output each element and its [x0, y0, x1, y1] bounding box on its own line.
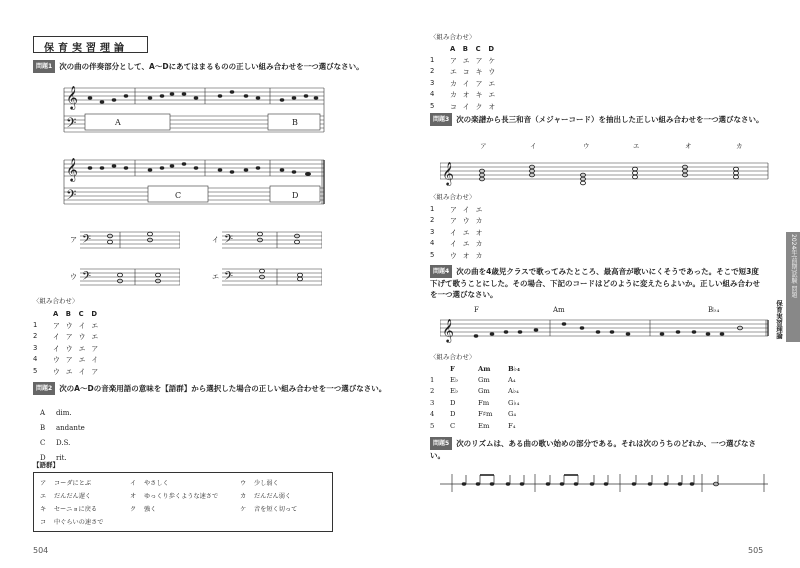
table-header-row — [33, 308, 104, 319]
table-cell: コ — [450, 102, 457, 111]
table-cell: エ — [91, 321, 99, 330]
gloss-key: エ — [40, 493, 47, 500]
table-cell: オ — [475, 228, 483, 237]
gloss-value: だんだん遅く — [54, 493, 92, 500]
table-row — [430, 374, 526, 386]
score-system-1 — [60, 84, 326, 136]
gloss-value: 中ぐらいの速さで — [54, 519, 104, 526]
table-cell: カ — [475, 251, 483, 260]
gloss-key: ケ — [240, 506, 247, 513]
table-cell: 5 — [430, 421, 435, 430]
term-key: B — [40, 424, 46, 432]
table-cell: A₄ — [508, 375, 516, 384]
col-header: B — [462, 44, 468, 53]
table-row — [33, 354, 104, 366]
gloss-key: ク — [130, 506, 137, 513]
question-4-badge: 問題4 — [430, 265, 452, 278]
table-row — [33, 331, 104, 343]
table-cell: エ — [462, 228, 470, 237]
table-cell: カ — [450, 79, 457, 88]
table-cell: 3 — [430, 398, 435, 407]
table-cell: 4 — [33, 355, 38, 364]
table-cell: ア — [450, 205, 457, 214]
table-cell: エ — [475, 205, 483, 214]
box-b-label: B — [292, 118, 298, 127]
q3-combo-table — [430, 203, 488, 261]
svg-text:𝄞: 𝄞 — [442, 161, 454, 185]
term-value: D.S. — [56, 439, 71, 447]
table-cell: Em — [478, 421, 490, 430]
svg-text:𝄢: 𝄢 — [82, 233, 92, 249]
table-cell: 3 — [430, 78, 435, 87]
table-cell: 4 — [430, 90, 435, 99]
option-a-staff — [80, 228, 180, 252]
svg-text:𝄞: 𝄞 — [66, 85, 78, 109]
table-cell: カ — [450, 91, 457, 100]
gloss-value: セーニョに戻る — [54, 506, 98, 513]
gloss-value: コーダにとぶ — [54, 480, 92, 487]
chord-label: ア — [480, 142, 487, 150]
col-header: D — [488, 44, 495, 53]
table-cell: ア — [450, 56, 457, 65]
table-row — [430, 420, 526, 432]
side-tab-section: 保育実習理論 — [775, 300, 783, 339]
question-3 — [430, 113, 766, 126]
table-cell: カ — [475, 217, 483, 226]
q1-combo-table — [33, 308, 104, 377]
table-cell: ウ — [65, 344, 73, 353]
table-cell: ウ — [488, 68, 496, 77]
table-cell: コ — [462, 68, 470, 77]
rhythm-line — [440, 470, 770, 494]
gloss-row — [40, 502, 326, 515]
col-header: A — [450, 44, 456, 53]
table-cell: Gm — [478, 375, 490, 384]
q3-combo-label: 〈組み合わせ〉 — [430, 193, 476, 201]
table-cell: 2 — [430, 216, 435, 225]
question-1-badge: 問題1 — [33, 60, 55, 73]
chord-bb: B♭₄ — [708, 306, 720, 314]
table-row — [430, 100, 501, 112]
gloss-key: カ — [240, 493, 247, 500]
option-e-label: エ — [212, 273, 219, 281]
table-cell: ウ — [53, 356, 60, 365]
table-row — [430, 77, 501, 89]
q4-combo-label: 〈組み合わせ〉 — [430, 353, 476, 361]
table-cell: エ — [488, 79, 496, 88]
option-u-label: ウ — [70, 273, 77, 281]
table-cell: 2 — [430, 387, 435, 396]
svg-text:𝄢: 𝄢 — [66, 187, 77, 206]
table-cell: ア — [475, 79, 483, 88]
table-cell: 2 — [430, 67, 435, 76]
table-cell: エ — [488, 91, 496, 100]
gloss-value: 少し弱く — [254, 480, 279, 487]
q4-combo-table — [430, 363, 526, 432]
table-cell: 3 — [430, 227, 435, 236]
table-cell: 1 — [33, 320, 38, 329]
table-cell: ウ — [53, 367, 60, 376]
table-cell: イ — [450, 240, 457, 249]
table-cell: ア — [91, 367, 99, 376]
table-cell: F₄ — [508, 421, 516, 430]
q2-terms — [40, 406, 85, 466]
q2-combo-label: 〈組み合わせ〉 — [430, 33, 476, 41]
question-2-badge: 問題2 — [33, 382, 55, 395]
question-5 — [430, 437, 766, 461]
term-value: dim. — [56, 409, 72, 417]
box-d-label: D — [292, 191, 299, 200]
term-key: C — [40, 439, 46, 447]
q1-combo-label: 〈組み合わせ〉 — [33, 297, 79, 305]
term-row — [40, 436, 85, 451]
gloss-row — [40, 515, 326, 528]
gloss-value: やさしく — [144, 480, 169, 487]
question-2-text: 次のA～Dの音楽用語の意味を【語群】から選択した場合の正しい組み合わせを一つ選びなさい。 — [59, 384, 387, 393]
question-5-text: 次のリズムは、ある曲の歌い始めの部分である。それは次のうちのどれか、一つ選びなさい。 — [430, 439, 757, 460]
col-header: B♭₄ — [508, 364, 520, 373]
option-a-label: ア — [70, 236, 77, 244]
chord-label: ウ — [583, 142, 590, 150]
gloss-label: 【語群】 — [33, 461, 59, 469]
table-cell: 4 — [430, 239, 435, 248]
table-cell: ケ — [488, 56, 496, 65]
table-cell: D — [450, 410, 456, 419]
table-cell: ア — [91, 344, 99, 353]
table-cell: エ — [91, 333, 99, 342]
option-i-label: イ — [212, 236, 219, 244]
term-key: D — [40, 454, 46, 462]
table-cell: 3 — [33, 343, 38, 352]
table-row — [430, 397, 526, 409]
table-cell: オ — [462, 91, 470, 100]
table-cell: 2 — [33, 332, 38, 341]
gloss-value: だんだん弱く — [254, 493, 292, 500]
gloss-row — [40, 476, 326, 489]
chord-label: エ — [633, 142, 640, 150]
table-cell: イ — [53, 344, 60, 353]
table-cell: イ — [53, 333, 60, 342]
svg-text:𝄢: 𝄢 — [82, 270, 92, 286]
table-cell: ウ — [78, 333, 86, 342]
col-header: F — [450, 364, 455, 373]
table-row — [430, 215, 488, 227]
question-3-text: 次の楽譜から長三和音（メジャーコード）を抽出した正しい組み合わせを一つ選びなさい。 — [456, 115, 764, 124]
table-cell: Fm — [478, 398, 490, 407]
table-cell: 1 — [430, 55, 435, 64]
table-cell: 5 — [430, 250, 435, 259]
table-row — [430, 409, 526, 421]
table-cell: ア — [65, 356, 73, 365]
table-row — [33, 365, 104, 377]
term-row — [40, 406, 85, 421]
term-value: andante — [56, 424, 85, 432]
table-cell: 5 — [430, 101, 435, 110]
question-3-badge: 問題3 — [430, 113, 452, 126]
table-cell: G♭₄ — [508, 398, 520, 407]
page-number-left: 504 — [33, 546, 49, 555]
option-u-staff — [80, 265, 180, 289]
table-row — [430, 203, 488, 215]
table-cell: ア — [450, 217, 457, 226]
gloss-key: オ — [130, 493, 137, 500]
gloss-value: 強く — [144, 506, 157, 513]
question-1-text: 次の曲の伴奏部分として、A～Dにあてはまるものの正しい組み合わせを一つ選びなさい。 — [59, 62, 364, 71]
col-header: B — [65, 309, 71, 318]
table-row — [33, 319, 104, 331]
table-row — [33, 342, 104, 354]
term-row — [40, 421, 85, 436]
question-5-badge: 問題5 — [430, 437, 452, 450]
table-cell: イ — [78, 367, 86, 376]
table-row — [430, 238, 488, 250]
table-cell: イ — [462, 102, 470, 111]
side-tab-text: 2024年(前期)試験 問題 — [790, 234, 797, 298]
table-cell: D — [450, 398, 456, 407]
table-cell: ウ — [65, 321, 73, 330]
table-cell: ア — [475, 56, 483, 65]
gloss-value: ゆっくり歩くような速さで — [144, 493, 219, 500]
gloss-key: イ — [130, 480, 137, 487]
table-row — [430, 386, 526, 398]
table-cell: A♭₄ — [508, 387, 519, 396]
gloss-row — [40, 489, 326, 502]
table-header-row — [430, 363, 526, 374]
col-header: C — [78, 309, 84, 318]
term-value: rit. — [56, 454, 67, 462]
gloss-key: コ — [40, 519, 47, 526]
col-header: D — [91, 309, 98, 318]
col-header: Am — [478, 364, 491, 373]
table-cell: C — [450, 421, 456, 430]
table-cell: 1 — [430, 204, 435, 213]
table-cell: エ — [462, 56, 470, 65]
svg-text:𝄢: 𝄢 — [224, 233, 234, 249]
table-row — [430, 226, 488, 238]
table-cell: イ — [450, 228, 457, 237]
table-cell: イ — [78, 321, 86, 330]
table-cell: Gm — [478, 387, 490, 396]
table-cell: 5 — [33, 366, 38, 375]
section-title: 保育実習理論 — [33, 36, 148, 53]
table-cell: ウ — [450, 251, 457, 260]
table-row — [430, 54, 501, 66]
table-cell: ア — [65, 333, 73, 342]
score-system-2 — [60, 156, 326, 210]
table-cell: エ — [78, 344, 86, 353]
option-e-staff — [222, 265, 322, 289]
table-cell: オ — [488, 102, 496, 111]
option-i-staff — [222, 228, 322, 252]
term-key: A — [40, 409, 46, 417]
chord-staff — [440, 155, 770, 187]
box-c-label: C — [175, 191, 182, 200]
table-cell: イ — [462, 205, 470, 214]
gloss-value: 音を短く切って — [254, 506, 298, 513]
table-cell: E♭ — [450, 387, 459, 396]
col-header: C — [475, 44, 481, 53]
table-row — [430, 249, 488, 261]
table-cell: 4 — [430, 410, 435, 419]
gloss-key: ウ — [240, 480, 247, 487]
gloss-key: キ — [40, 506, 47, 513]
table-cell: エ — [462, 240, 470, 249]
table-cell: イ — [462, 79, 470, 88]
melody-staff — [440, 314, 770, 344]
table-cell: ア — [53, 321, 60, 330]
chord-label: カ — [736, 142, 743, 150]
page-number-right: 505 — [748, 546, 764, 555]
table-header-row — [430, 43, 501, 54]
table-cell: エ — [65, 367, 73, 376]
table-cell: 1 — [430, 375, 435, 384]
svg-text:𝄢: 𝄢 — [224, 270, 234, 286]
table-cell: E♭ — [450, 375, 459, 384]
question-4 — [430, 265, 766, 300]
table-cell: ク — [475, 102, 483, 111]
question-1 — [33, 60, 388, 73]
svg-text:𝄞: 𝄞 — [66, 157, 78, 181]
chord-f: F — [474, 306, 479, 314]
table-cell: カ — [475, 240, 483, 249]
table-row — [430, 66, 501, 78]
col-header: A — [53, 309, 59, 318]
gloss-box — [33, 472, 333, 532]
table-cell: オ — [462, 251, 470, 260]
svg-text:𝄢: 𝄢 — [66, 115, 77, 134]
box-a-label: A — [115, 118, 121, 127]
gloss-key: ア — [40, 480, 47, 487]
table-cell: G₄ — [508, 410, 517, 419]
table-cell: キ — [475, 91, 483, 100]
chord-am: Am — [553, 306, 565, 314]
table-cell: キ — [475, 68, 483, 77]
table-cell: エ — [78, 356, 86, 365]
table-cell: F♯m — [478, 410, 493, 419]
question-2 — [33, 382, 388, 395]
question-4-text: 次の曲を4歳児クラスで歌ってみたところ、最高音が歌いにくそうであった。そこで短3度下げて歌うことにした。その場合、下記のコードはどのように変えたらよいか。正しい組み合わせを一つ選びなさい。 — [430, 267, 760, 299]
svg-text:𝄞: 𝄞 — [442, 318, 454, 342]
chord-label: オ — [685, 142, 692, 150]
table-row — [430, 89, 501, 101]
chord-label: イ — [530, 142, 537, 150]
table-cell: ウ — [462, 217, 470, 226]
q2-combo-table — [430, 43, 501, 112]
table-cell: イ — [91, 356, 99, 365]
table-cell: エ — [450, 68, 457, 77]
